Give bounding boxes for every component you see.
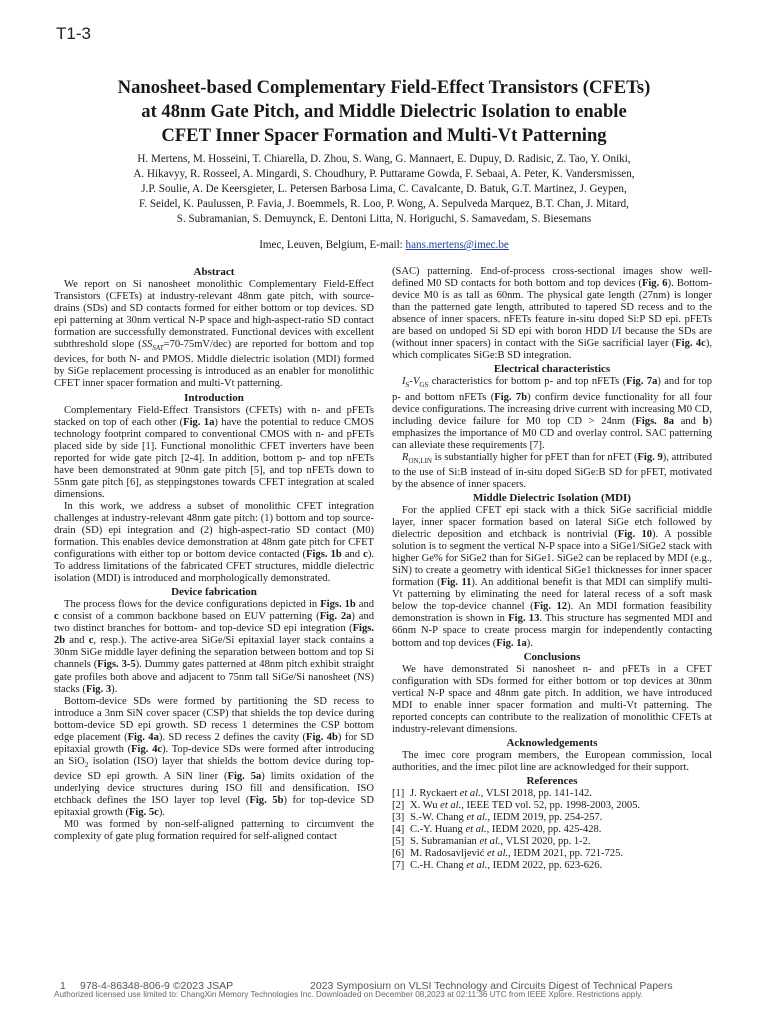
email-link[interactable]: hans.mertens@imec.be <box>405 239 509 251</box>
isbn-copyright: 978-4-86348-806-9 ©2023 JSAP <box>80 980 234 992</box>
title-line: at 48nm Gate Pitch, and Middle Dielectric Isolation to enable <box>141 101 627 122</box>
section-heading: References <box>526 774 578 787</box>
abstract-paragraph: We report on Si nanosheet monolithic Complementary Field-Effect Transistors (CFETs) at industry-relevant 48nm gate pitch, with source-drains (SDs) and SD contacts formed for either bottom or top devices. SD epi patterning at 30nm vertical N-P space and high-aspect-ratio SD contact formation are successfully demonstrated. Functional devices with excellent subthreshold slope $(SS_{SAT}=70-75mV/dec)$ are reported for bottom and top devices, for both N- and PMOS. Middle dielectric isolation (MDI) formed by SiGe replacement processing is introduced as an enabler for monolithic CFET inner spacer formation and multi-Vt patterning. <box>54 279 374 390</box>
section-heading: Acknowledgements <box>506 736 598 749</box>
affiliation <box>60 239 708 251</box>
acknowledgements-paragraph: The imec core program members, the European commission, local authorities, and the imec pilot line are acknowledged for their support. <box>392 749 712 773</box>
electrical-paragraph: $R_{ON,LIN}$ is substantially higher for pFET than for nFET (Fig. 9), attributed to the use of Si:B instead of in-situ doped SiGe:B SD for pFET, motivated by the absence of inner spacers. <box>392 451 712 490</box>
section-heading: Abstract <box>193 266 235 278</box>
reference-item: [5] S. Subramanian et al., VLSI 2020, pp. 1-2. <box>392 836 591 848</box>
reference-item: [6] M. Radosavljević et al., IEDM 2021, pp. 721-725. <box>392 848 623 860</box>
reference-item: [4] C.-Y. Huang et al., IEDM 2020, pp. 425-428. <box>392 824 602 836</box>
section-heading: Device fabrication <box>171 586 257 599</box>
reference-item: [7] C.-H. Chang et al., IEDM 2022, pp. 623-626. <box>392 860 603 872</box>
fabrication-paragraph: M0 was formed by non-self-aligned patterning to circumvent the complexity of gate plug formation required for self-aligned contact <box>54 819 374 843</box>
reference-item: [2] X. Wu et al., IEEE TED vol. 52, pp. 1998-2003, 2005. <box>392 800 641 811</box>
fabrication-paragraph: Bottom-device SDs were formed by partitioning the SD recess to introduce a 3nm SiN cover spacer (CSP) that shields the top device during bottom-device SD epi growth. SD recess 1 determines the CSP bottom edge placement (Fig. 4a). SD recess 2 defines the cavity (Fig. 4b) for SD epitaxial growth (Fig. 4c). Top-device SDs were formed after introducing an SiO$_2$ isolation (ISO) layer that shields the bottom device during top-device SD epi growth. A SiN liner (Fig. 5a) limits oxidation of the underlying device structures during ISO fill and densification. ISO etchback defines the ISO layer top level (Fig. 5b) for top-device SD epitaxial growth (Fig. 5c). <box>54 695 375 819</box>
title-line: Nanosheet-based Complementary Field-Effect Transistors (CFETs) <box>117 77 651 98</box>
fabrication-paragraph-continued: (SAC) patterning. End-of-process cross-sectional images show well-defined M0 SD contacts for both bottom and top devices (Fig. 6). Bottom-device M0 is as tall as 60nm. The physical gate length (27nm) is longer than the patterned gate length, attributed to tapered SD recess and to the absence of inner spacers. nFETs feature in-situ doped Si:P SD epi. pFETs are based on undoped Si SD epi with boron HDD I/I because the SDs are (without inner spacers) in contact with the SiGe sacrificial layer (Fig. 4c), which complicates SiGe:B SD integration. <box>392 266 712 362</box>
section-heading: Conclusions <box>523 650 581 663</box>
title-line: CFET Inner Spacer Formation and Multi-Vt Patterning <box>161 125 607 146</box>
right-column <box>392 266 712 872</box>
section-heading: Electrical characteristics <box>493 363 611 376</box>
author-line: H. Mertens, M. Hosseini, T. Chiarella, D. Zhou, S. Wang, G. Mannaert, E. Dupuy, D. Radisic, Z. Tao, Y. Oniki, <box>137 153 631 165</box>
author-line: F. Seidel, K. Paulussen, P. Favia, J. Boemmels, R. Loo, P. Wong, A. Sepulveda Marquez, B.T. Chan, J. Mitard, <box>139 197 629 210</box>
reference-item: [1] J. Ryckaert et al., VLSI 2018, pp. 141-142. <box>392 787 592 799</box>
intro-paragraph: Complementary Field-Effect Transistors (CFETs) with n- and pFETs stacked on top of each other (Fig. 1a) have the potential to reduce CMOS technology footprint compared to conventional CMOS with n- and pFETs placed side by side [1]. Functional monolithic CFET inverters have been reported for wide gate pitch [2-4]. In addition, bottom p- and top nFETs have been demonstrated at 90nm gate pitch [5], and top nFETs down to 55nm gate pitch [6], as steppingstones towards CFET integration at scaled dimensions. <box>54 404 374 500</box>
left-column <box>54 266 374 843</box>
author-line: S. Subramanian, S. Demuynck, E. Dentoni Litta, N. Horiguchi, S. Samavedam, S. Biesemans <box>176 212 592 225</box>
author-line: J.P. Soulie, A. De Keersgieter, L. Petersen Barbosa Lima, C. Cavalcante, D. Batuk, G.T. Martinez, J. Geypen, <box>141 182 627 195</box>
session-tag: T1-3 <box>56 24 91 43</box>
license-notice: Authorized licensed use limited to: ChangXin Memory Technologies Inc. Downloaded on December 08,2023 at 02:11:36 UTC from IEEE Xplore. Restrictions apply. <box>54 990 643 999</box>
reference-list <box>392 788 712 872</box>
reference-item: [3] S.-W. Chang et al., IEDM 2019, pp. 254-257. <box>392 812 603 824</box>
author-line: A. Hikavyy, R. Rosseel, A. Mingardi, S. Choudhury, P. Puttarame Gowda, F. Sebaai, A. Peter, K. Vandersmissen, <box>133 167 635 180</box>
affiliation-text: Imec, Leuven, Belgium, E-mail: <box>259 239 406 251</box>
author-list <box>60 152 708 227</box>
section-heading: Introduction <box>184 391 244 404</box>
page-number: 1 <box>60 980 66 992</box>
mdi-paragraph: For the applied CFET epi stack with a thick SiGe sacrificial middle layer, inner spacer formation based on lateral SiGe etch followed by dielectric deposition and etchback is nontrivial (Fig. 10). A possible solution is to segment the vertical N-P space into a SiGe1/SiGe2 stack with higher Ge% for SiGe2 than for SiGe1. SiGe2 can be replaced by MDI (e.g., SiN) to create a geometry with identical SiGe1 thicknesses for inner spacer formation (Fig. 11). An additional benefit is that MDI can simplify multi-Vt patterning by eliminating the need for lateral recess of a soft mask below the top-device channel (Fig. 12). An MDI formation feasibility demonstration is shown in Fig. 13. This structure has segmented MDI and 66nm N-P space to create process margin for independently contacting bottom and top devices (Fig. 1a). <box>392 505 713 649</box>
paper-title <box>60 76 708 148</box>
section-heading: Middle Dielectric Isolation (MDI) <box>473 492 631 505</box>
intro-paragraph: In this work, we address a subset of monolithic CFET integration challenges at industry-relevant 48nm gate pitch: (1) bottom and top source-drain (SD) epi integration and (2) high-aspect-ratio SD contact (M0) formation. This enables device demonstration at 48nm gate pitch for CFET configurations with either top or bottom device contacted (Figs. 1b and c). To address limitations of the fabricated CFET structures, middle dielectric isolation (MDI) is introduced and morphologically demonstrated. <box>54 500 374 585</box>
electrical-paragraph: $I_S-V_{GS}$ characteristics for bottom p- and top nFETs (Fig. 7a) and for top p- and bottom nFETs (Fig. 7b) confirm device functionality for all four device configurations. The increasing drive current with increasing M0 CD, including device failure for M0 top CD > 24nm (Figs. 8a and b) emphasizes the importance of M0 CD and overlay control. SAC patterning can alleviate these requirements [7]. <box>392 376 713 451</box>
venue-name: 2023 Symposium on VLSI Technology and Circuits Digest of Technical Papers <box>310 980 673 992</box>
conclusions-paragraph: We have demonstrated Si nanosheet n- and pFETs in a CFET configuration with SDs formed for either bottom or top devices at 30nm vertical N-P space and 48nm gate pitch. In addition, we have introduced MDI to enable inner spacer formation and multi-Vt patterning. The reported concepts can contribute to the realization of monolithic CFETs at industry-relevant dimensions. <box>392 663 712 735</box>
fabrication-paragraph: The process flows for the device configurations depicted in Figs. 1b and c consist of a common backbone based on EUV patterning (Fig. 2a) and two distinct branches for bottom- and top-device SD epi integration (Figs. 2b and c, resp.). The active-area SiGe/Si epitaxial layer stack contains a 30nm SiGe middle layer defining the separation between bottom and top Si channels (Figs. 3-5). Dummy gates patterned at 48nm pitch exhibit straight gate profiles both above and adjacent to 75nm tall SiGe/Si nanosheet (NS) stacks (Fig. 3). <box>54 599 374 695</box>
